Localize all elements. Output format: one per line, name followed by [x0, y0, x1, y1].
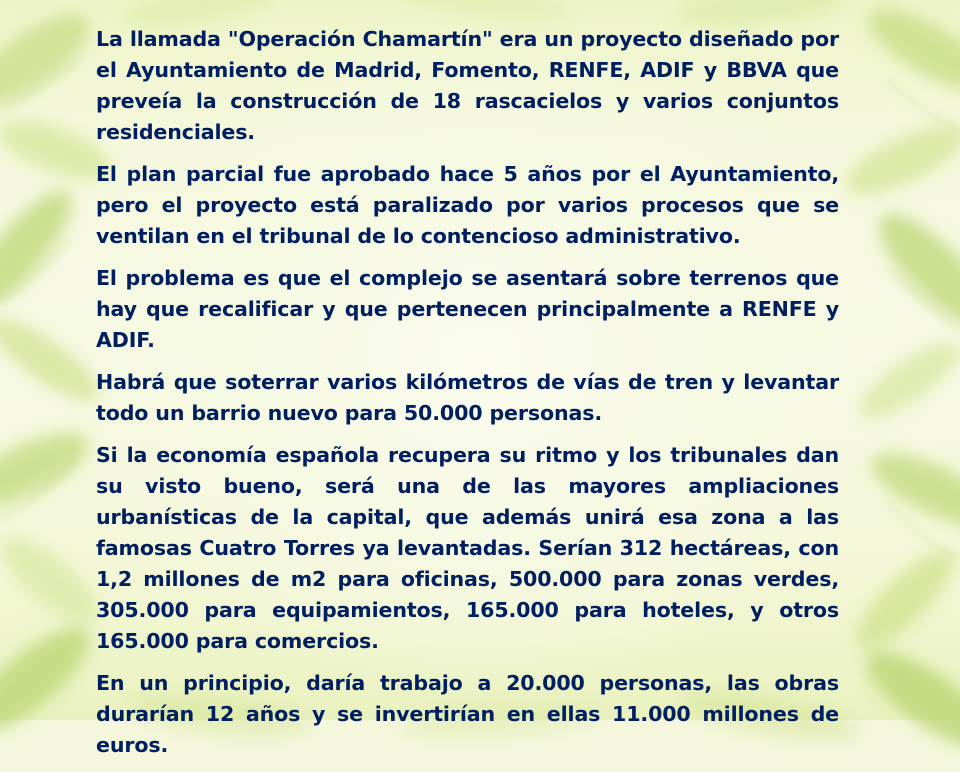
paragraph-1: La llamada "Operación Chamartín" era un proyecto diseñado por el Ayuntamiento de Madrid, Fomento, RENFE, ADIF y BBVA que preveía la construcción de 18 rascacielos y varios conjuntos residenciales. [96, 27, 839, 144]
paragraph-2: El plan parcial fue aprobado hace 5 años por el Ayuntamiento, pero el proyecto está paralizado por varios procesos que se ventilan en el tribunal de lo contencioso administrativo. [96, 162, 839, 248]
paragraph-4: Habrá que soterrar varios kilómetros de vías de tren y levantar todo un barrio nuevo para 50.000 personas. [96, 370, 839, 425]
paragraph-6: En un principio, daría trabajo a 20.000 personas, las obras durarían 12 años y se invertirían en ellas 11.000 millones de euros. [96, 671, 839, 757]
paragraph-5: Si la economía española recupera su ritmo y los tribunales dan su visto bueno, será una de las mayores ampliaciones urbanísticas de la capital, que además unirá esa zona a las famosas Cuatro Torres ya levantadas. Serían 312 hectáreas, con 1,2 millones de m2 para oficinas, 500.000 para zonas verdes, 305.000 para equipamientos, 165.000 para hoteles, y otros 165.000 para comercios. [96, 443, 839, 653]
body-text [96, 24, 839, 772]
paragraph-3: El problema es que el complejo se asentará sobre terrenos que hay que recalificar y que pertenecen principalmente a RENFE y ADIF. [96, 266, 839, 352]
